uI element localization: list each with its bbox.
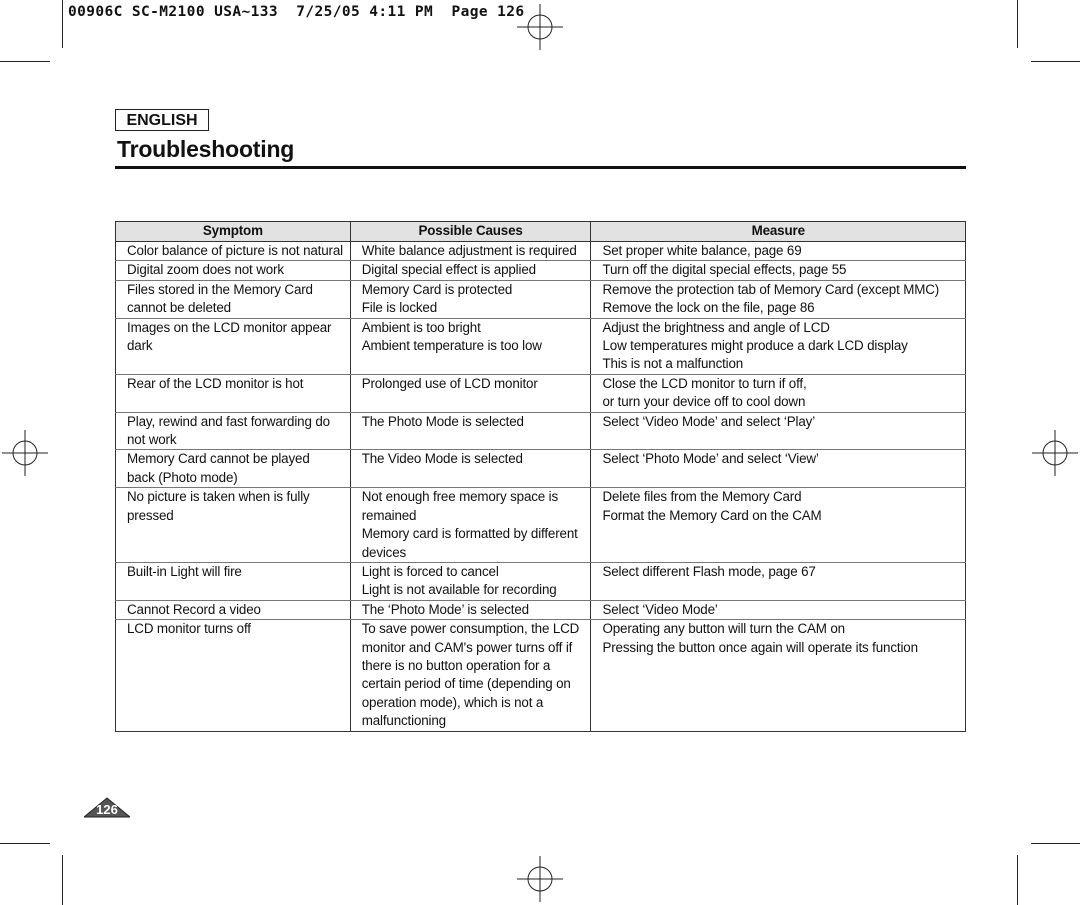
table-row: [116, 280, 966, 318]
measure-text-line: or turn your device off to cool down: [602, 394, 806, 410]
cell-measure: [591, 450, 966, 488]
causes-text-line: Prolonged use of LCD monitor: [361, 375, 538, 391]
causes-text-line: The Video Mode is selected: [361, 451, 523, 467]
symptom-text-line: not work: [127, 432, 177, 448]
causes-text-line: malfunctioning: [361, 713, 446, 729]
measure-text-line: Select ‘Photo Mode’ and select ‘View’: [602, 451, 819, 467]
measure-text-line: Close the LCD monitor to turn if off,: [602, 375, 807, 391]
registration-mark-icon: [517, 856, 563, 902]
cell-symptom: [116, 261, 351, 280]
causes-text-line: Digital special effect is applied: [361, 262, 536, 278]
cell-symptom: [116, 488, 351, 563]
symptom-text-line: Digital zoom does not work: [127, 262, 284, 278]
table-row: [116, 261, 966, 280]
table-row: [116, 562, 966, 600]
causes-text-line: monitor and CAM's power turns off if: [361, 639, 573, 655]
crop-mark: [1031, 61, 1080, 62]
symptom-text-line: Play, rewind and fast forwarding do: [127, 413, 330, 429]
page-number-badge: [84, 797, 130, 819]
crop-mark: [0, 61, 50, 62]
cell-symptom: [116, 620, 351, 731]
symptom-text-line: dark: [127, 338, 153, 354]
measure-text-line: Low temperatures might produce a dark LCD display: [602, 338, 908, 354]
title-underline: [115, 166, 966, 169]
measure-text-line: This is not a malfunction: [602, 356, 744, 372]
crop-mark: [1017, 0, 1018, 48]
cell-measure: [591, 488, 966, 563]
causes-text-line: The Photo Mode is selected: [361, 413, 524, 429]
cell-symptom: [116, 450, 351, 488]
cell-causes: [350, 280, 591, 318]
cell-causes: [350, 600, 591, 619]
symptom-text-line: LCD monitor turns off: [127, 621, 251, 637]
causes-text-line: there is no button operation for a: [361, 657, 551, 673]
cell-measure: [591, 280, 966, 318]
causes-text-line: certain period of time (depending on: [361, 676, 571, 692]
measure-text-line: Remove the lock on the file, page 86: [602, 300, 815, 316]
causes-text-line: Memory Card is protected: [361, 281, 513, 297]
table-header-row: [116, 222, 966, 242]
cell-symptom: [116, 374, 351, 412]
cell-measure: [591, 261, 966, 280]
cell-causes: [350, 488, 591, 563]
table-row: [116, 318, 966, 374]
page-number: 126: [96, 802, 118, 817]
table-row: [116, 242, 966, 261]
cell-symptom: [116, 242, 351, 261]
causes-text-line: remained: [361, 507, 417, 523]
crop-mark: [62, 0, 63, 48]
registration-mark-icon: [517, 4, 563, 50]
crop-mark: [62, 855, 63, 905]
cell-causes: [350, 261, 591, 280]
causes-text-line: Not enough free memory space is: [361, 489, 559, 505]
cell-measure: [591, 600, 966, 619]
causes-text-line: devices: [361, 544, 407, 560]
symptom-text-line: back (Photo mode): [127, 469, 238, 485]
measure-text-line: Select different Flash mode, page 67: [602, 563, 816, 579]
print-slug-line: 00906C SC-M2100 USA~133 7/25/05 4:11 PM Page 126: [68, 4, 525, 20]
symptom-text-line: Rear of the LCD monitor is hot: [127, 375, 304, 391]
page-title: Troubleshooting: [117, 136, 295, 162]
table-row: [116, 488, 966, 563]
cell-measure: [591, 620, 966, 731]
cell-symptom: [116, 600, 351, 619]
cell-measure: [591, 318, 966, 374]
cell-causes: [350, 562, 591, 600]
cell-causes: [350, 242, 591, 261]
symptom-text-line: Cannot Record a video: [127, 601, 261, 617]
crop-mark: [0, 843, 50, 844]
causes-text-line: To save power consumption, the LCD: [361, 621, 580, 637]
table-row: [116, 412, 966, 450]
cell-causes: [350, 318, 591, 374]
cell-measure: [591, 242, 966, 261]
header-symptom: Symptom: [116, 222, 351, 242]
table-row: [116, 450, 966, 488]
crop-mark: [1031, 843, 1080, 844]
causes-text-line: Ambient is too bright: [361, 319, 481, 335]
cell-symptom: [116, 318, 351, 374]
header-possible-causes: Possible Causes: [350, 222, 591, 242]
table-row: [116, 374, 966, 412]
cell-measure: [591, 562, 966, 600]
measure-text-line: Operating any button will turn the CAM on: [602, 621, 845, 637]
measure-text-line: Format the Memory Card on the CAM: [602, 507, 822, 523]
cell-symptom: [116, 412, 351, 450]
measure-text-line: Set proper white balance, page 69: [602, 243, 802, 258]
measure-text-line: Select ‘Video Mode’: [602, 601, 718, 617]
symptom-text-line: cannot be deleted: [127, 300, 231, 316]
symptom-text-line: pressed: [127, 507, 174, 523]
measure-text-line: Select ‘Video Mode’ and select ‘Play’: [602, 413, 816, 429]
causes-text-line: Memory card is formatted by different: [361, 526, 578, 542]
causes-text-line: Ambient temperature is too low: [361, 338, 542, 354]
measure-text-line: Turn off the digital special effects, page 55: [602, 262, 847, 278]
table-row: [116, 620, 966, 731]
causes-text-line: Light is not available for recording: [361, 582, 557, 598]
cell-symptom: [116, 280, 351, 318]
registration-mark-icon: [1032, 430, 1078, 476]
table-row: [116, 600, 966, 619]
measure-text-line: Remove the protection tab of Memory Card (except MMC): [602, 281, 940, 297]
causes-text-line: The ‘Photo Mode’ is selected: [361, 601, 529, 617]
measure-text-line: Delete files from the Memory Card: [602, 489, 802, 505]
cell-causes: [350, 412, 591, 450]
language-tab: ENGLISH: [115, 109, 209, 131]
causes-text-line: Light is forced to cancel: [361, 563, 499, 579]
symptom-text-line: Memory Card cannot be played: [127, 451, 310, 467]
symptom-text-line: Files stored in the Memory Card: [127, 281, 313, 297]
symptom-text-line: No picture is taken when is fully: [127, 489, 310, 505]
header-measure: Measure: [591, 222, 966, 242]
symptom-text-line: Images on the LCD monitor appear: [127, 319, 332, 335]
registration-mark-icon: [2, 430, 48, 476]
measure-text-line: Pressing the button once again will operate its function: [602, 639, 918, 655]
cell-measure: [591, 412, 966, 450]
cell-causes: [350, 450, 591, 488]
troubleshooting-table: [115, 221, 966, 732]
causes-text-line: operation mode), which is not a: [361, 694, 544, 710]
measure-text-line: Adjust the brightness and angle of LCD: [602, 319, 830, 335]
cell-causes: [350, 620, 591, 731]
symptom-text-line: Built-in Light will fire: [127, 563, 242, 579]
cell-causes: [350, 374, 591, 412]
symptom-text-line: Color balance of picture is not natural: [127, 243, 343, 258]
cell-measure: [591, 374, 966, 412]
cell-symptom: [116, 562, 351, 600]
crop-mark: [1017, 855, 1018, 905]
causes-text-line: White balance adjustment is required: [361, 243, 577, 258]
causes-text-line: File is locked: [361, 300, 438, 316]
